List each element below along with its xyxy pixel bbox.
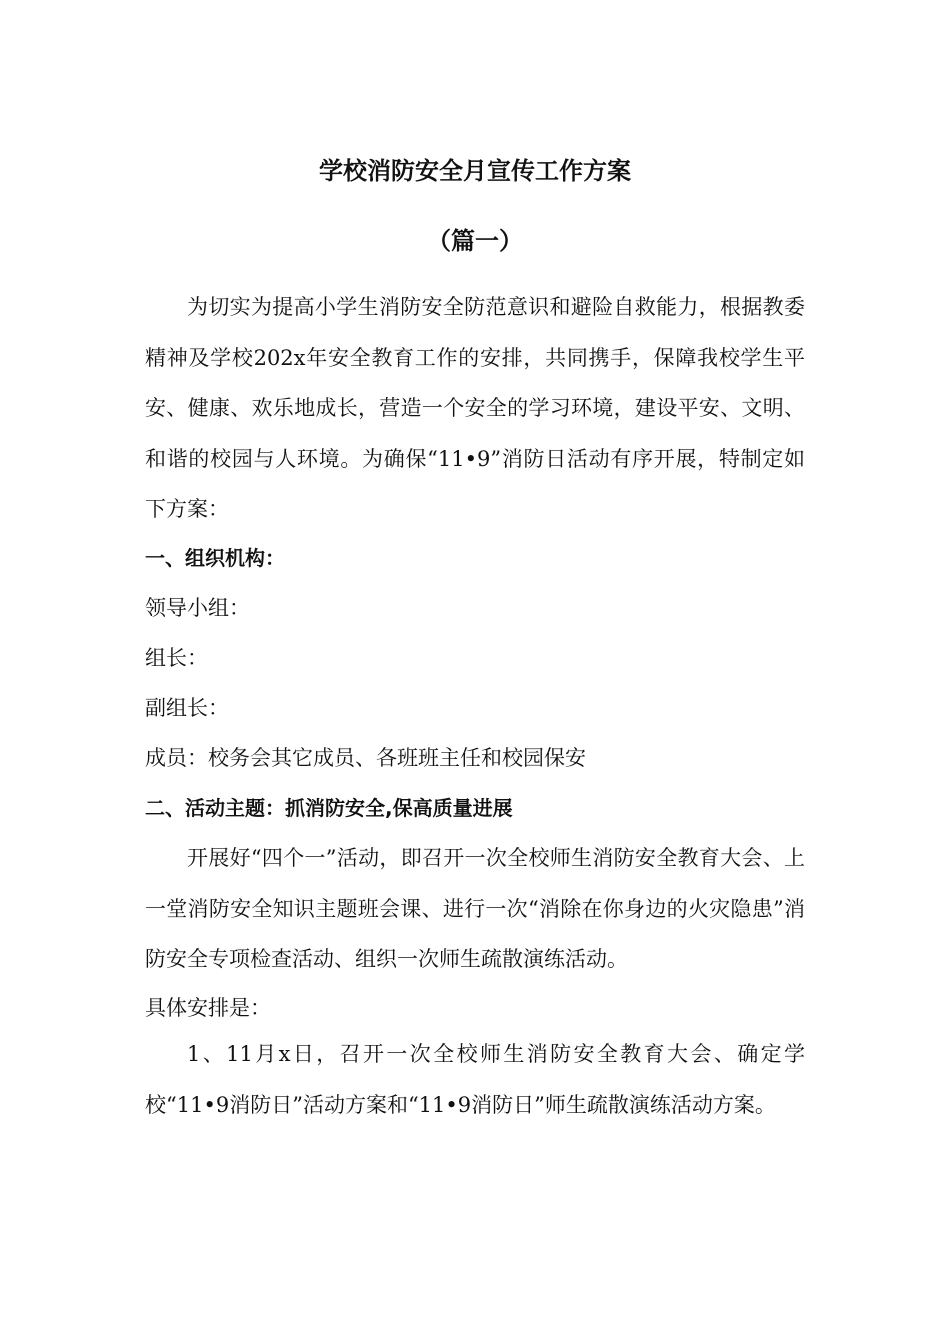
arrangement-item-1: 1、11月x日，召开一次全校师生消防安全教育大会、确定学校“11•9消防日”活动方案和“11•9消防日”师生疏散演练活动方案。 — [145, 1042, 805, 1117]
document-subtitle: （篇一） — [427, 227, 523, 255]
arrangement-intro-line: 具体安排是： — [145, 996, 271, 1020]
document-title: 学校消防安全月宣传工作方案 — [319, 157, 631, 185]
section-heading-theme: 二、活动主题：抓消防安全,保高质量进展 — [145, 796, 513, 820]
intro-paragraph: 为切实为提高小学生消防安全防范意识和避险自救能力，根据教委精神及学校202x年安全教育工作的安排，共同携手，保障我校学生平安、健康、欢乐地成长，营造一个安全的学习环境，建设平安、文明、和谐的校园与人环境。为确保“11•9”消防日活动有序开展，特制定如下方案： — [145, 295, 805, 521]
section-heading-organization: 一、组织机构： — [145, 546, 285, 570]
deputy-leader-line: 副组长： — [145, 696, 229, 720]
leadership-group-line: 领导小组： — [145, 596, 250, 620]
members-line: 成员：校务会其它成员、各班班主任和校园保安 — [145, 746, 586, 770]
activities-paragraph: 开展好“四个一”活动，即召开一次全校师生消防安全教育大会、上一堂消防安全知识主题班会课、进行一次“消除在你身边的火灾隐患”消防安全专项检查活动、组织一次师生疏散演练活动。 — [145, 846, 805, 971]
group-leader-line: 组长： — [145, 646, 208, 670]
